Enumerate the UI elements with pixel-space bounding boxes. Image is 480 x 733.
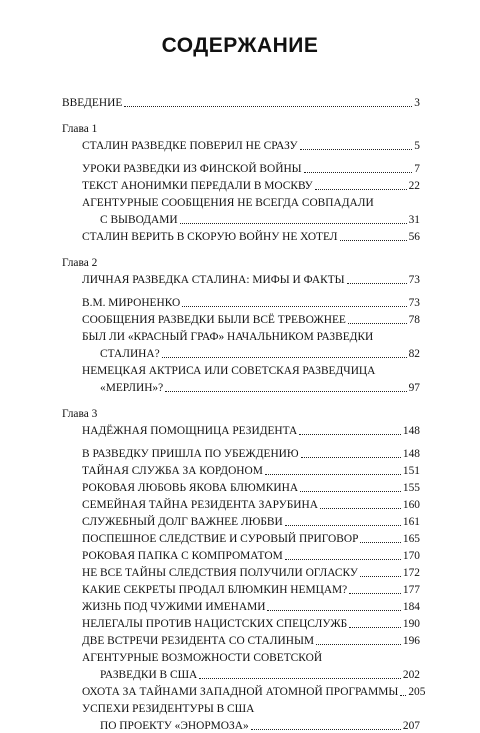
toc-entry-page: 148 <box>402 448 420 460</box>
toc-entry-page: 3 <box>414 97 420 109</box>
dot-leader <box>348 323 407 324</box>
toc-entry-page: 56 <box>408 231 420 243</box>
toc-entry[interactable] <box>62 546 420 563</box>
toc-entry-title: СЕМЕЙНАЯ ТАЙНА РЕЗИДЕНТА ЗАРУБИНА <box>82 499 318 511</box>
dot-leader <box>349 627 401 628</box>
toc-entry-title: СТАЛИН ВЕРИТЬ В СКОРУЮ ВОЙНУ НЕ ХОТЕЛ <box>82 231 338 243</box>
toc-entry-page: 31 <box>408 214 420 226</box>
toc-entry-title: НАДЁЖНАЯ ПОМОЩНИЦА РЕЗИДЕНТА <box>82 425 298 437</box>
dot-leader <box>360 576 401 577</box>
chapter-label: Глава 1 <box>62 123 98 135</box>
toc-entry-title-line[interactable]: АГЕНТУРНЫЕ СООБЩЕНИЯ НЕ ВСЕГДА СОВПАДАЛИ <box>82 197 374 209</box>
toc-entry[interactable] <box>62 529 420 546</box>
toc-entry-page: 205 <box>408 686 426 698</box>
toc-entry-title: С ВЫВОДАМИ <box>100 214 178 226</box>
toc-entry-title: ТЕКСТ АНОНИМКИ ПЕРЕДАЛИ В МОСКВУ <box>82 180 313 192</box>
toc-entry[interactable] <box>62 293 420 310</box>
toc-entry-title: НЕЛЕГАЛЫ ПРОТИВ НАЦИСТСКИХ СПЕЦСЛУЖБ <box>82 618 348 630</box>
toc-entry-title: СТАЛИНА? <box>100 348 160 360</box>
toc-entry-title: ЖИЗНЬ ПОД ЧУЖИМИ ИМЕНАМИ <box>82 601 266 613</box>
toc-entry[interactable] <box>62 580 420 597</box>
dot-leader <box>340 240 407 241</box>
toc-entry[interactable] <box>62 344 420 361</box>
dot-leader <box>400 695 406 696</box>
toc-entry-title: «МЕРЛИН»? <box>100 382 164 394</box>
dot-leader <box>299 434 401 435</box>
toc-entry[interactable] <box>62 461 420 478</box>
table-of-contents <box>62 93 426 733</box>
toc-entry[interactable] <box>62 227 420 244</box>
dot-leader <box>285 559 401 560</box>
toc-entry[interactable] <box>62 614 420 631</box>
toc-entry[interactable] <box>62 597 420 614</box>
dot-leader <box>165 391 406 392</box>
spacer <box>62 110 420 119</box>
toc-entry-title: ДВЕ ВСТРЕЧИ РЕЗИДЕНТА СО СТАЛИНЫМ <box>82 635 314 647</box>
toc-entry-title: РАЗВЕДКИ В США <box>100 669 198 681</box>
toc-entry[interactable] <box>62 495 420 512</box>
toc-entry-page: 82 <box>408 348 420 360</box>
toc-entry-title: СЛУЖЕБНЫЙ ДОЛГ ВАЖНЕЕ ЛЮБВИ <box>82 516 283 528</box>
toc-entry-page: 207 <box>402 720 420 732</box>
toc-entry-page: 97 <box>408 382 420 394</box>
toc-entry-page: 5 <box>414 140 420 152</box>
dot-leader <box>162 357 407 358</box>
toc-entry-page: 151 <box>402 465 420 477</box>
toc-entry-page: 177 <box>402 584 420 596</box>
toc-entry-title: КАКИЕ СЕКРЕТЫ ПРОДАЛ БЛЮМКИН НЕМЦАМ? <box>82 584 348 596</box>
toc-entry[interactable] <box>62 210 420 227</box>
toc-entry-title: ВВЕДЕНИЕ <box>62 97 123 109</box>
toc-entry-title: ЛИЧНАЯ РАЗВЕДКА СТАЛИНА: МИФЫ И ФАКТЫ <box>82 274 345 286</box>
toc-entry-title-line[interactable]: БЫЛ ЛИ «КРАСНЫЙ ГРАФ» НАЧАЛЬНИКОМ РАЗВЕДКИ <box>82 331 374 343</box>
dot-leader <box>347 283 407 284</box>
toc-entry-page: 184 <box>402 601 420 613</box>
toc-entry-title-line[interactable]: НЕМЕЦКАЯ АКТРИСА ИЛИ СОВЕТСКАЯ РАЗВЕДЧИЦА <box>82 365 376 377</box>
toc-entry-title-line[interactable]: АГЕНТУРНЫЕ ВОЗМОЖНОСТИ СОВЕТСКОЙ <box>82 652 323 664</box>
dot-leader <box>267 610 400 611</box>
dot-leader <box>265 474 401 475</box>
chapter-label: Глава 2 <box>62 257 98 269</box>
dot-leader <box>320 508 401 509</box>
toc-entry-title: РОКОВАЯ ЛЮБОВЬ ЯКОВА БЛЮМКИНА <box>82 482 299 494</box>
toc-entry-page: 160 <box>402 499 420 511</box>
toc-entry[interactable] <box>62 716 420 733</box>
toc-entry[interactable] <box>62 665 420 682</box>
toc-entry[interactable] <box>62 270 420 287</box>
page-title: СОДЕРЖАНИЕ <box>161 34 319 57</box>
toc-entry-page: 190 <box>402 618 420 630</box>
toc-entry-title: УРОКИ РАЗВЕДКИ ИЗ ФИНСКОЙ ВОЙНЫ <box>82 163 302 175</box>
toc-entry-page: 73 <box>408 274 420 286</box>
toc-entry-title: ТАЙНАЯ СЛУЖБА ЗА КОРДОНОМ <box>82 465 263 477</box>
toc-entry-page: 165 <box>402 533 420 545</box>
toc-entry-page: 172 <box>402 567 420 579</box>
dot-leader <box>304 172 413 173</box>
toc-entry-title: ОХОТА ЗА ТАЙНАМИ ЗАПАДНОЙ АТОМНОЙ ПРОГРАММЫ <box>82 686 399 698</box>
toc-entry-title: СТАЛИН РАЗВЕДКЕ ПОВЕРИЛ НЕ СРАЗУ <box>82 140 298 152</box>
toc-entry-title: В РАЗВЕДКУ ПРИШЛА ПО УБЕЖДЕНИЮ <box>82 448 299 460</box>
toc-entry-page: 7 <box>414 163 420 175</box>
toc-entry-title: НЕ ВСЕ ТАЙНЫ СЛЕДСТВИЯ ПОЛУЧИЛИ ОГЛАСКУ <box>82 567 358 579</box>
toc-entry[interactable] <box>62 136 420 153</box>
toc-entry[interactable] <box>62 159 420 176</box>
dot-leader <box>251 729 401 730</box>
toc-entry[interactable] <box>62 310 420 327</box>
toc-entry[interactable] <box>62 682 426 699</box>
toc-entry-title-line[interactable]: УСПЕХИ РЕЗИДЕНТУРЫ В США <box>82 703 255 715</box>
dot-leader <box>316 644 401 645</box>
toc-entry-page: 73 <box>408 297 420 309</box>
spacer <box>62 395 420 404</box>
toc-entry[interactable] <box>62 631 420 648</box>
dot-leader <box>300 491 401 492</box>
spacer <box>62 244 420 253</box>
dot-leader <box>182 306 406 307</box>
dot-leader <box>349 593 401 594</box>
toc-entry[interactable] <box>62 176 420 193</box>
dot-leader <box>285 525 401 526</box>
toc-entry[interactable] <box>62 512 420 529</box>
toc-entry-page: 22 <box>408 180 420 192</box>
dot-leader <box>199 678 401 679</box>
toc-entry-page: 196 <box>402 635 420 647</box>
toc-entry-title: ПО ПРОЕКТУ «ЭНОРМОЗА» <box>100 720 249 732</box>
toc-entry-title: РОКОВАЯ ПАПКА С КОМПРОМАТОМ <box>82 550 283 562</box>
dot-leader <box>300 149 413 150</box>
toc-entry-title: В.М. МИРОНЕНКО <box>82 297 181 309</box>
toc-entry-page: 161 <box>402 516 420 528</box>
toc-entry-page: 148 <box>402 425 420 437</box>
toc-entry-title: СООБЩЕНИЯ РАЗВЕДКИ БЫЛИ ВСЁ ТРЕВОЖНЕЕ <box>82 314 346 326</box>
toc-entry[interactable] <box>62 478 420 495</box>
chapter-label: Глава 3 <box>62 408 98 420</box>
toc-entry-page: 170 <box>402 550 420 562</box>
toc-entry[interactable] <box>62 444 420 461</box>
toc-entry-page: 155 <box>402 482 420 494</box>
dot-leader <box>180 223 407 224</box>
toc-entry[interactable] <box>62 378 420 395</box>
toc-entry-page: 78 <box>408 314 420 326</box>
toc-entry-page: 202 <box>402 669 420 681</box>
dot-leader <box>124 106 412 107</box>
toc-entry[interactable] <box>62 421 420 438</box>
dot-leader <box>315 189 407 190</box>
dot-leader <box>301 457 401 458</box>
toc-entry-intro[interactable] <box>62 93 420 110</box>
toc-entry-title: ПОСПЕШНОЕ СЛЕДСТВИЕ И СУРОВЫЙ ПРИГОВОР <box>82 533 359 545</box>
toc-entry[interactable] <box>62 563 420 580</box>
dot-leader <box>360 542 400 543</box>
